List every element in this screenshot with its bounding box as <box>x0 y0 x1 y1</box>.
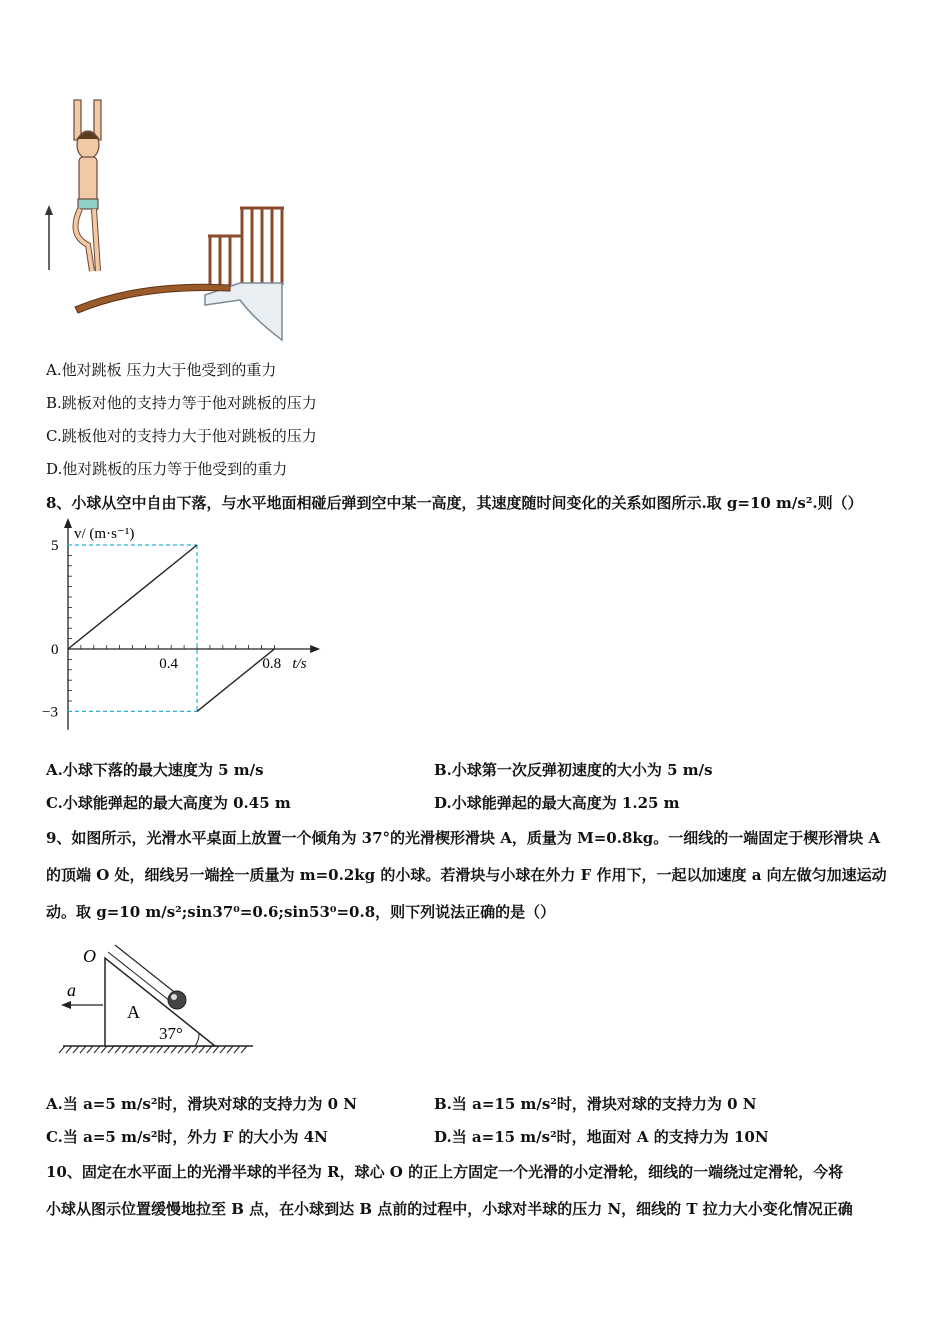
q7-option-b: B.跳板对他的支持力等于他对跳板的压力 <box>46 394 317 412</box>
x-axis-label: t/s <box>292 656 307 672</box>
q9-stem-line-1: 9、如图所示，光滑水平桌面上放置一个倾角为 37°的光滑楔形滑块 A，质量为 M=0.8kg。一细线的一端固定于楔形滑块 A <box>46 829 881 847</box>
velocity-time-chart <box>40 516 307 726</box>
q9-option-a: A.当 a=5 m/s²时，滑块对球的支持力为 0 N <box>46 1095 357 1113</box>
q8-option-c: C.小球能弹起的最大高度为 0.45 m <box>46 794 291 812</box>
q10-stem-line-2: 小球从图示位置缓慢地拉至 B 点，在小球到达 B 点前的过程中，小球对半球的压力 N，细线的 T 拉力大小变化情况正确 <box>46 1200 853 1218</box>
x-axis-arrow <box>310 645 320 653</box>
fig-label-wedge-a: A <box>127 1002 140 1022</box>
q7-option-d: D.他对跳板的压力等于他受到的重力 <box>46 460 288 478</box>
q7-option-a: A.他对跳板 压力大于他受到的重力 <box>46 361 277 379</box>
fig-label-o: O <box>83 946 96 966</box>
x-tick-label-0.8: 0.8 <box>262 656 282 672</box>
series-line-1 <box>68 545 197 649</box>
q10-stem-line-1: 10、固定在水平面上的光滑半球的半径为 R，球心 O 的正上方固定一个光滑的小定滑轮，细线的一端绕过定滑轮，今将 <box>46 1163 844 1181</box>
y-axis-arrow <box>64 518 72 528</box>
q9-option-d: D.当 a=15 m/s²时，地面对 A 的支持力为 10N <box>434 1128 769 1146</box>
fig-label-a: a <box>67 980 76 1000</box>
q8-stem: 8、小球从空中自由下落，与水平地面相碰后弹到空中某一高度，其速度随时间变化的关系如图所示.取 g=10 m/s².则（） <box>46 494 863 512</box>
q7-option-c: C.跳板他对的支持力大于他对跳板的压力 <box>46 427 317 445</box>
x-tick-label-0.4: 0.4 <box>159 656 178 672</box>
q9-option-c: C.当 a=5 m/s²时，外力 F 的大小为 4N <box>46 1128 328 1146</box>
fig-label-angle: 37° <box>159 1024 183 1043</box>
q9-stem-line-2: 的顶端 O 处，细线另一端拴一质量为 m=0.2kg 的小球。若滑块与小球在外力 F 作用下，一起以加速度 a 向左做匀加速运动 <box>46 866 887 884</box>
diving-board-figure <box>40 95 290 345</box>
y-tick-label-neg3: −3 <box>42 704 58 721</box>
q8-option-a: A.小球下落的最大速度为 5 m/s <box>46 761 264 779</box>
q8-option-d: D.小球能弹起的最大高度为 1.25 m <box>434 794 680 812</box>
y-tick-label-5: 5 <box>51 538 59 554</box>
q8-option-b: B.小球第一次反弹初速度的大小为 5 m/s <box>434 761 713 779</box>
wedge-figure <box>55 940 265 1060</box>
y-axis-label: v/ (m·s⁻¹) <box>74 526 135 542</box>
q9-option-b: B.当 a=15 m/s²时，滑块对球的支持力为 0 N <box>434 1095 757 1113</box>
y-tick-label-0: 0 <box>51 642 59 658</box>
q9-stem-line-3: 动。取 g=10 m/s²;sin37⁰=0.6;sin53⁰=0.8，则下列说法正确的是（） <box>46 903 556 921</box>
